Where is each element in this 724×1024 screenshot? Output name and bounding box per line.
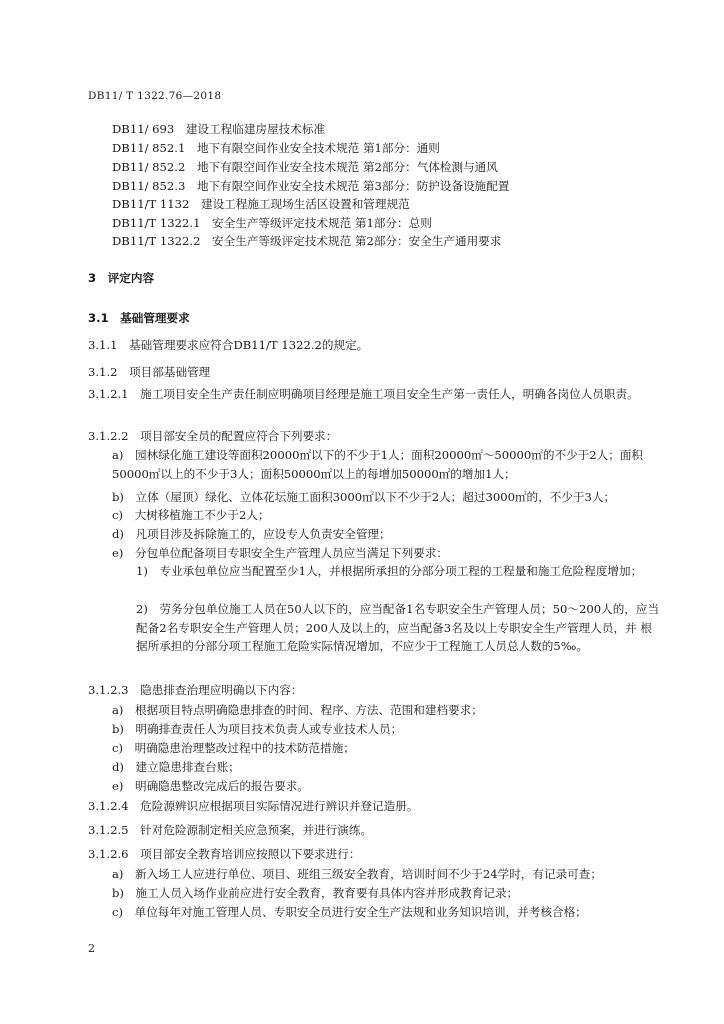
- list-item: d) 建立隐患排查台账；: [112, 760, 240, 774]
- sub-list-item: 1) 专业承包单位应当配置至少1人，并根据所承担的分部分项工程的工程量和施工危险程度增加；: [136, 564, 643, 578]
- list-item: b) 立体（屋顶）绿化、立体花坛施工面积3000㎡以下不少于2人；超过3000㎡的，不少于3人；: [112, 490, 616, 504]
- subsection-heading: 3.1 基础管理要求: [88, 311, 190, 325]
- list-item: a) 园林绿化施工建设等面积20000㎡以下的不少于1人；面积20000㎡～50000㎡的不少于2人；面积50000㎡以上的不少于3人；面积50000㎡以上的每增加50000㎡的增加1人；: [112, 448, 644, 481]
- clause: 3.1.2.6 项目部安全教育培训应按照以下要求进行：: [88, 847, 361, 861]
- list-item: e) 分包单位配备项目专职安全生产管理人员应当满足下列要求：: [112, 546, 449, 560]
- list-item: c) 大树移植施工不少于2人；: [112, 508, 270, 522]
- list-item: a) 新入场工人应进行单位、项目、班组三级安全教育，培训时间不少于24学时，有记录可查；: [112, 867, 602, 881]
- clause: 3.1.2.2 项目部安全员的配置应符合下列要求：: [88, 429, 338, 443]
- list-item: e) 明确隐患整改完成后的报告要求。: [112, 779, 309, 793]
- document-header: DB11/ T 1322.76—2018: [88, 90, 222, 102]
- clause-heading: 3.1.2 项目部基础管理: [88, 365, 211, 379]
- clause: 3.1.2.4 危险源辨识应根据项目实际情况进行辨识并登记造册。: [88, 799, 419, 813]
- sub-list-item: 2) 劳务分包单位施工人员在50人以下的，应当配备1名专职安全生产管理人员；50～200人的，应当配备2名专职安全生产管理人员；200人及以上的，应当配备3名及以上专职安全生产管理人员，并 根据所承担的分部分项工程施工危险实际情况增加，不应少于工程施工人员总人数的5‰。: [136, 602, 660, 653]
- clause: 3.1.2.3 隐患排查治理应明确以下内容：: [88, 683, 303, 697]
- clause: 3.1.2.1 施工项目安全生产责任制应明确项目经理是施工项目安全生产第一责任人，明确各岗位人员职责。: [88, 387, 639, 401]
- section-heading: 3 评定内容: [88, 271, 155, 285]
- reference-item: DB11/T 1322.1 安全生产等级评定技术规范 第1部分：总则: [112, 216, 432, 230]
- reference-item: DB11/T 1132 建设工程施工现场生活区设置和管理规范: [112, 197, 410, 211]
- list-item: c) 单位每年对施工管理人员、专职安全员进行安全生产法规和业务知识培训，并考核合格；: [112, 905, 587, 919]
- reference-item: DB11/ 852.3 地下有限空间作业安全技术规范 第3部分：防护设备设施配置: [112, 179, 510, 193]
- reference-item: DB11/ 693 建设工程临建房屋技术标准: [112, 122, 326, 136]
- clause: 3.1.1 基础管理要求应符合DB11/T 1322.2的规定。: [88, 338, 369, 352]
- reference-item: DB11/ 852.1 地下有限空间作业安全技术规范 第1部分：通则: [112, 141, 440, 155]
- reference-item: DB11/T 1322.2 安全生产等级评定技术规范 第2部分：安全生产通用要求: [112, 234, 502, 248]
- page-number: 2: [88, 942, 95, 955]
- list-item: a) 根据项目特点明确隐患排查的时间、程序、方法、范围和建档要求；: [112, 703, 483, 717]
- list-item: b) 明确排查责任人为项目技术负责人或专业技术人员；: [112, 722, 403, 736]
- clause: 3.1.2.5 针对危险源制定相关应急预案，并进行演练。: [88, 823, 373, 837]
- list-item: d) 凡项目涉及拆除施工的，应设专人负责安全管理；: [112, 527, 391, 541]
- reference-item: DB11/ 852.2 地下有限空间作业安全技术规范 第2部分：气体检测与通风: [112, 160, 498, 174]
- list-item: b) 施工人员入场作业前应进行安全教育，教育要有具体内容并形成教育记录；: [112, 886, 519, 900]
- list-item: c) 明确隐患治理整改过程中的技术防范措施；: [112, 741, 355, 755]
